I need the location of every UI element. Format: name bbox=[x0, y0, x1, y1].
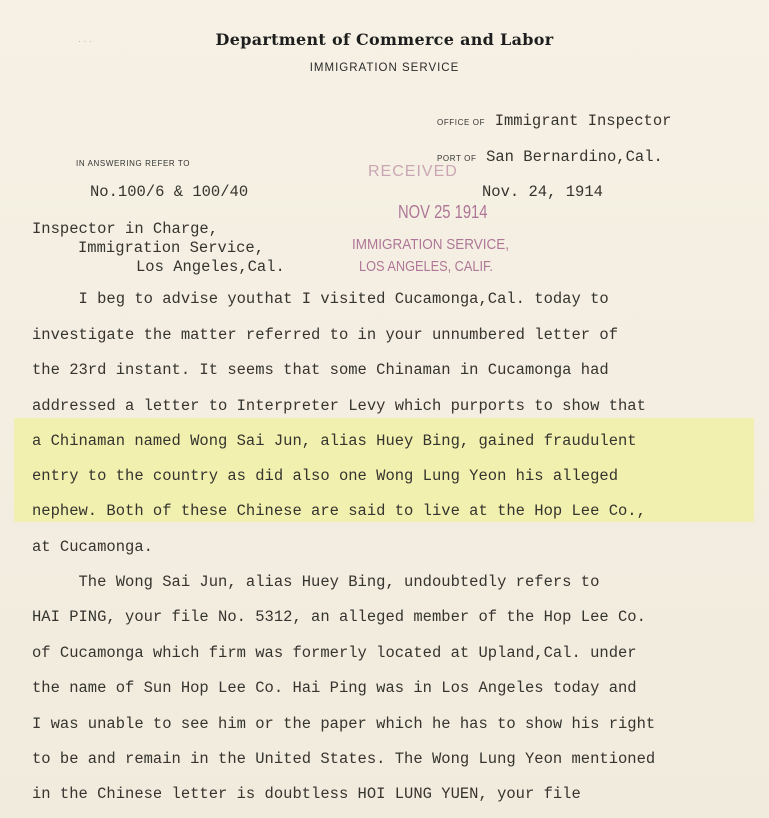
port-line bbox=[437, 148, 663, 166]
body-line: HAI PING, your file No. 5312, an alleged member of the Hop Lee Co. bbox=[32, 608, 646, 626]
body-line: The Wong Sai Jun, alias Huey Bing, undoubtedly refers to bbox=[32, 573, 600, 591]
addressee-line-1: Inspector in Charge, bbox=[32, 220, 219, 238]
department-heading: Department of Commerce and Labor bbox=[215, 30, 554, 49]
office-value: Immigrant Inspector bbox=[494, 112, 672, 130]
body-line: to be and remain in the United States. The Wong Lung Yeon mentioned bbox=[32, 750, 656, 768]
stamp-location: LOS ANGELES, CALIF. bbox=[359, 258, 493, 275]
body-line: at Cucamonga. bbox=[32, 538, 153, 556]
body-line: nephew. Both of these Chinese are said to live at the Hop Lee Co., bbox=[32, 502, 646, 520]
body-line: a Chinaman named Wong Sai Jun, alias Huey Bing, gained fraudulent bbox=[32, 432, 637, 450]
reference-number: No.100/6 & 100/40 bbox=[90, 183, 249, 201]
addressee-line-3: Los Angeles,Cal. bbox=[136, 258, 285, 276]
body-line: in the Chinese letter is doubtless HOI LUNG YUEN, your file bbox=[32, 785, 581, 803]
body-line: I beg to advise youthat I visited Cucamonga,Cal. today to bbox=[32, 290, 609, 308]
office-line bbox=[437, 112, 671, 130]
stamp-received: RECEIVED bbox=[368, 163, 458, 180]
body-line: entry to the country as did also one Wong Lung Yeon his alleged bbox=[32, 467, 618, 485]
letter-date: Nov. 24, 1914 bbox=[482, 183, 603, 201]
body-line: the name of Sun Hop Lee Co. Hai Ping was in Los Angeles today and bbox=[32, 679, 637, 697]
reference-label: IN ANSWERING REFER TO bbox=[76, 159, 191, 168]
office-label: OFFICE OF bbox=[437, 118, 486, 127]
body-line: the 23rd instant. It seems that some Chinaman in Cucamonga had bbox=[32, 361, 609, 379]
addressee-line-2: Immigration Service, bbox=[78, 239, 265, 257]
port-value: San Bernardino,Cal. bbox=[486, 148, 663, 166]
body-line: of Cucamonga which firm was formerly located at Upland,Cal. under bbox=[32, 644, 637, 662]
stamp-date: NOV 25 1914 bbox=[398, 202, 488, 222]
port-label: PORT OF bbox=[437, 154, 477, 163]
stamp-service: IMMIGRATION SERVICE, bbox=[352, 236, 510, 253]
service-heading: IMMIGRATION SERVICE bbox=[309, 62, 460, 74]
body-line: investigate the matter referred to in your unnumbered letter of bbox=[32, 326, 618, 344]
paper-smudge: · · · bbox=[78, 36, 92, 46]
body-line: I was unable to see him or the paper which he has to show his right bbox=[32, 715, 656, 733]
body-line: addressed a letter to Interpreter Levy which purports to show that bbox=[32, 397, 646, 415]
